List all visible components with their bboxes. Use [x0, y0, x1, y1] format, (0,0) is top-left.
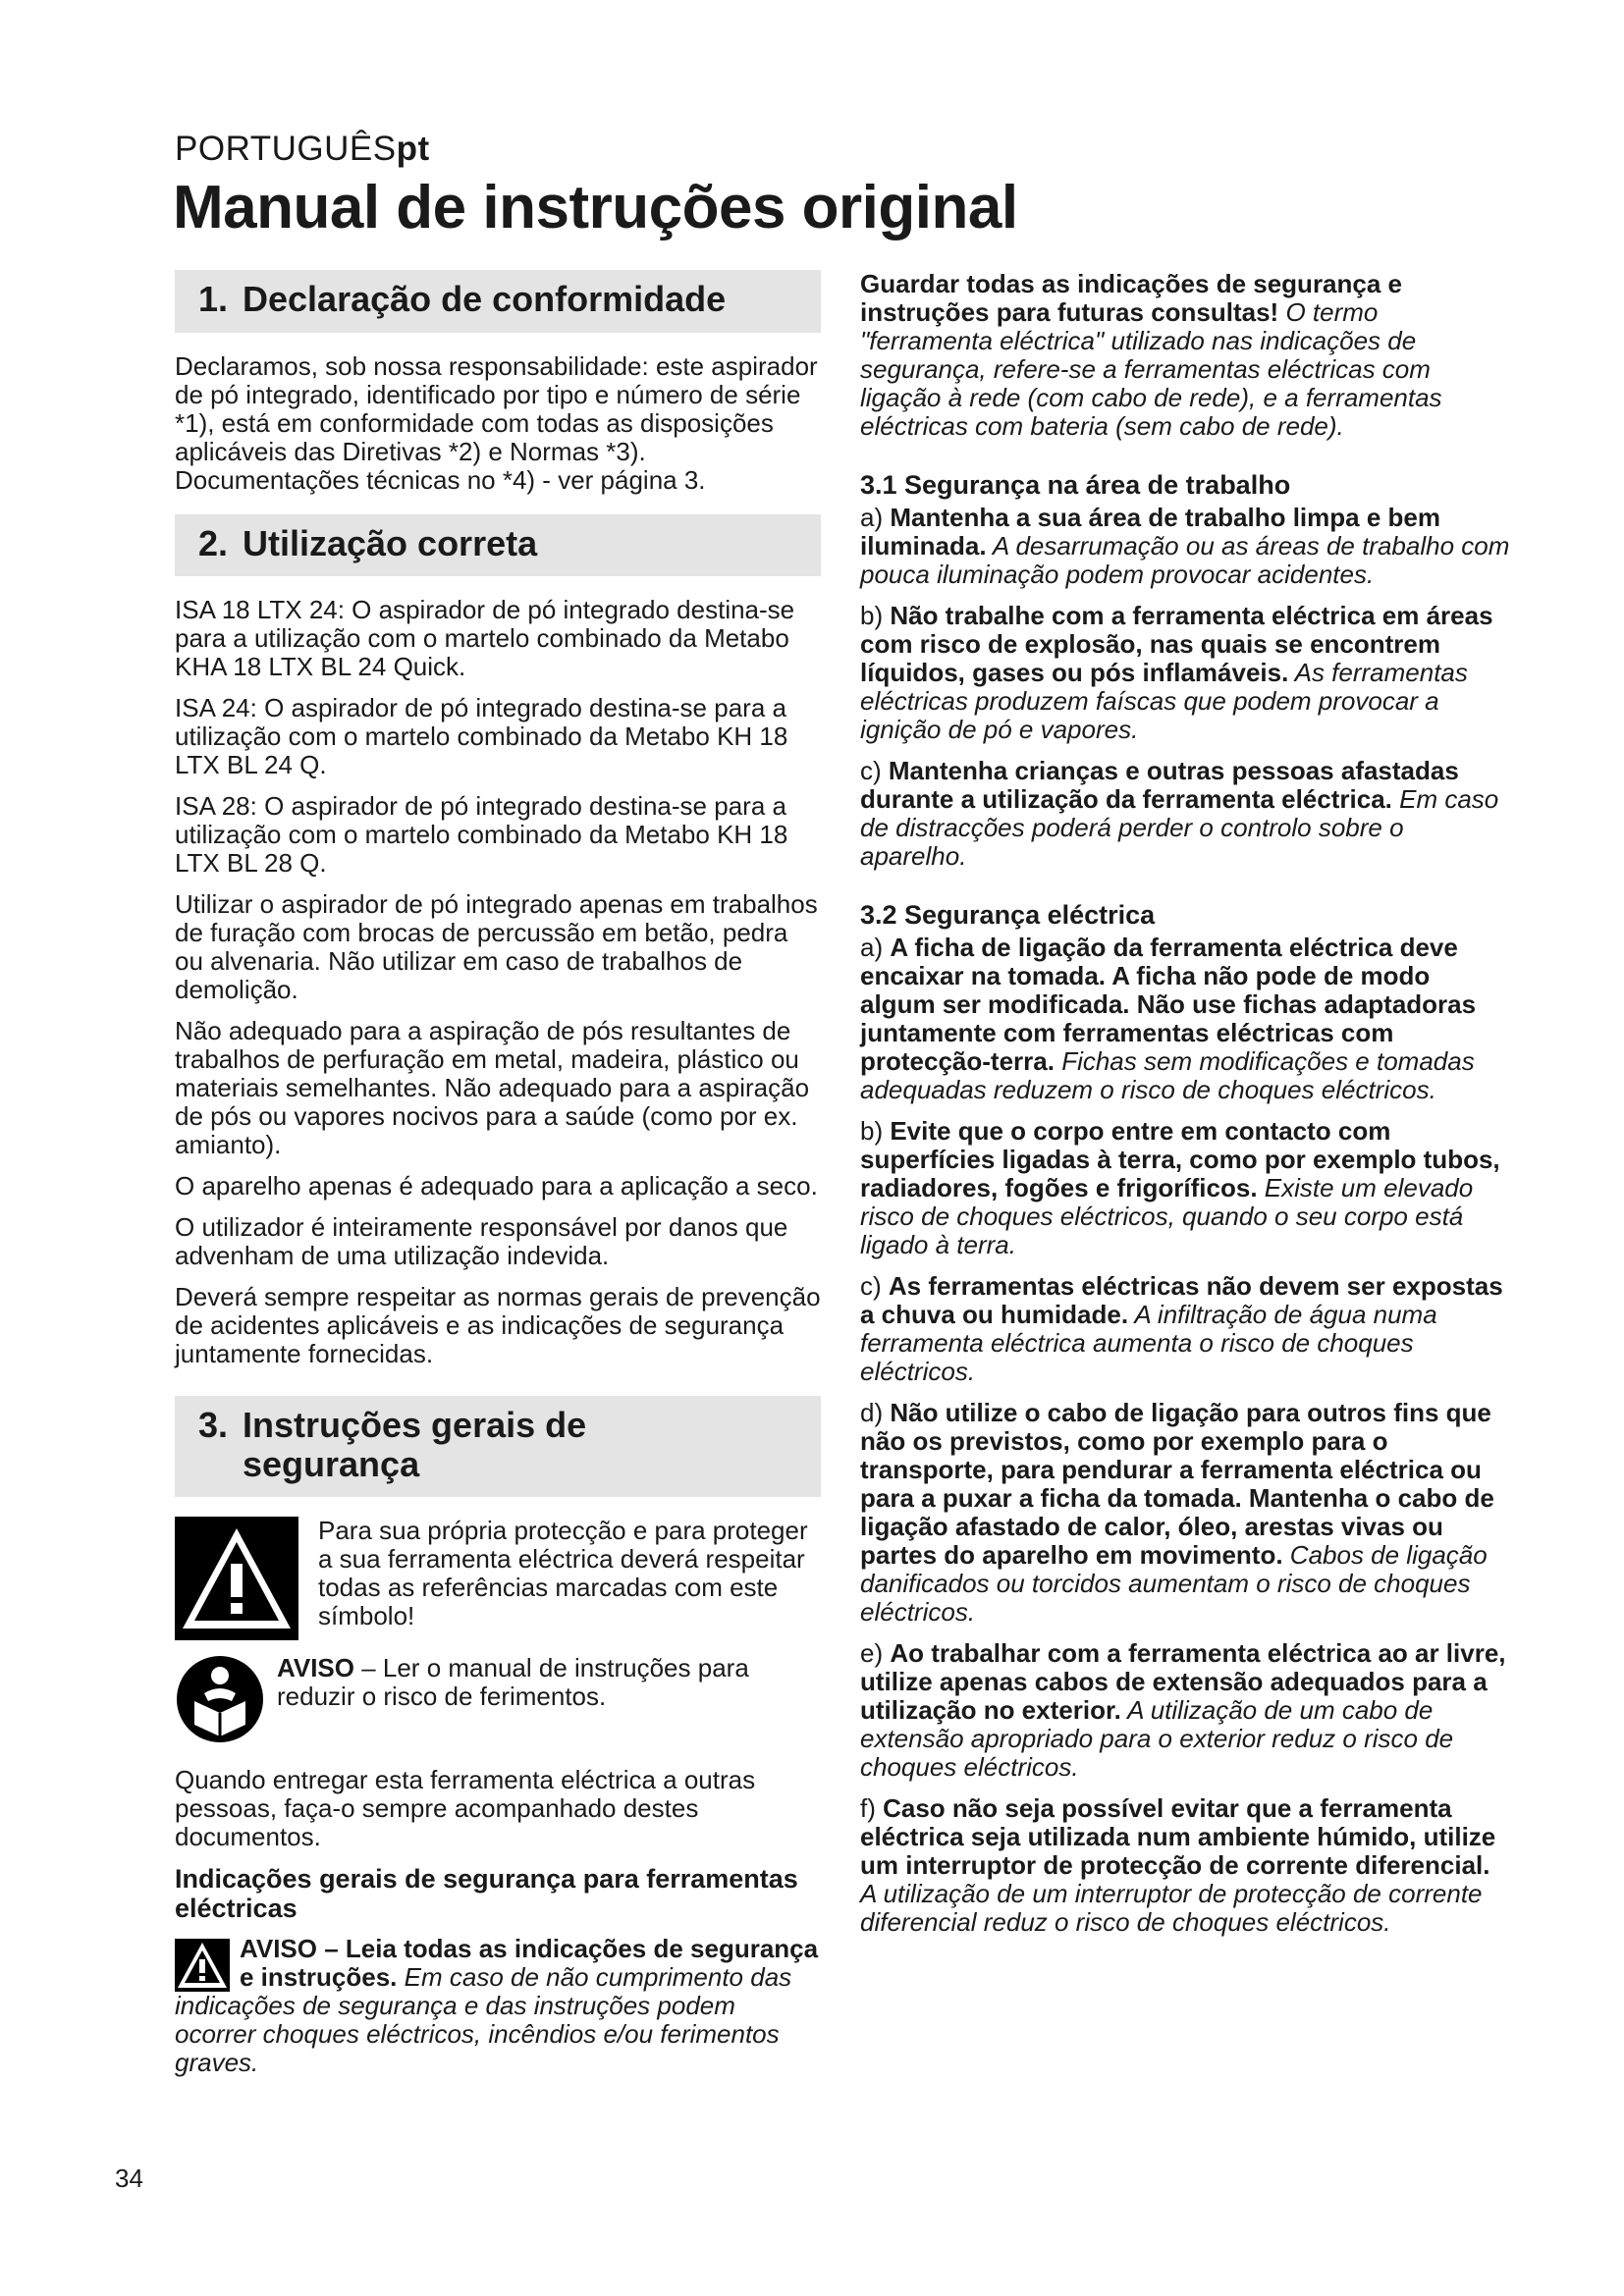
item-bold: Não utilize o cabo de ligação para outros fins que não os previstos, como por exemplo para o transporte, para pendurar a ferramenta eléctrica ou para a puxar a ficha da tomada. Mantenha o cabo de ligação afastado de calor, óleo, arestas vivas ou partes do aparelho em movimento. [860, 1398, 1494, 1570]
item-bold: Não trabalhe com a ferramenta eléctrica em áreas com risco de explosão, nas quais se encontrem líquidos, gases ou pós inflamáveis. [860, 601, 1493, 687]
section-2-paragraph: ISA 24: O aspirador de pó integrado destina-se para a utilização com o martelo combinado da Metabo KH 18 LTX BL 24 Q. [175, 693, 788, 780]
item-bold: Mantenha crianças e outras pessoas afastadas durante a utilização da ferramenta eléctrica. [860, 756, 1459, 814]
left-column [175, 270, 821, 2077]
section-3-2-heading: 3.2 Segurança eléctrica [860, 900, 1156, 930]
section-2-number: 2. [198, 522, 229, 563]
manual-warning-label: AVISO [277, 1653, 354, 1683]
read-manual-row [175, 1654, 821, 1744]
language-name: PORTUGUÊS [175, 130, 397, 168]
item-italic: Em caso de distracções poderá perder o controlo sobre o aparelho. [860, 784, 1499, 871]
item-letter: d) [860, 1398, 891, 1427]
general-warning-italic: Em caso de não cumprimento das indicações de segurança e das instruções podem ocorrer choques eléctricos, incêndios e/ou ferimentos graves. [175, 1962, 792, 2078]
section-1-text: Declaramos, sob nossa responsabilidade: este aspirador de pó integrado, identificado por tipo e número de série *1), está em conformidade com todas as disposições aplicáveis das Diretivas *2) e Normas *3). Documentações técnicas no *4) - ver página 3. [175, 350, 818, 495]
general-warning [175, 1935, 821, 2077]
item-letter: b) [860, 601, 891, 630]
list-item [860, 602, 1510, 744]
item-bold: Evite que o corpo entre em contacto com superfícies ligadas à terra, como por exemplo tubos, radiadores, fogões e frigoríficos. [860, 1116, 1500, 1202]
item-letter: f) [860, 1793, 884, 1823]
item-italic: A infiltração de água numa ferramenta eléctrica aumenta o risco de choques eléctricos. [860, 1300, 1437, 1386]
item-italic: Existe um elevado risco de choques eléctricos, quando o seu corpo está ligado à terra. [860, 1173, 1474, 1259]
manual-warning-text: – Ler o manual de instruções para reduzir o risco de ferimentos. [277, 1653, 749, 1712]
section-3-title-line2: segurança [243, 1443, 420, 1484]
item-letter: a) [860, 503, 891, 532]
list-item [860, 1117, 1510, 1259]
page-number: 34 [115, 2163, 143, 2193]
list-item [860, 934, 1510, 1104]
section-3-1-heading: 3.1 Segurança na área de trabalho [860, 470, 1291, 500]
section-2-title: Utilização correta [243, 522, 538, 563]
language-code: pt [396, 130, 430, 168]
item-italic: As ferramentas eléctricas produzem faíscas que podem provocar a ignição de pó e vapores. [860, 658, 1468, 744]
item-letter: a) [860, 933, 891, 962]
safety-symbol-text: Para sua própria protecção e para proteger a sua ferramenta eléctrica deverá respeitar todas as referências marcadas com este símbolo! [318, 1516, 808, 1631]
list-item [860, 757, 1510, 871]
list-item [860, 1639, 1510, 1782]
section-1-title: Declaração de conformidade [243, 279, 727, 319]
section-3-title-line1: Instruções gerais de [243, 1405, 587, 1446]
keep-instructions [860, 270, 1510, 441]
keep-instructions-italic: O termo "ferramenta eléctrica" utilizado nas indicações de segurança, refere-se a ferramentas eléctricas com ligação à rede (com cabo de rede), e a ferramentas eléctricas com bateria (sem cabo de rede). [860, 297, 1442, 441]
list-item [860, 504, 1510, 589]
item-italic: A desarrumação ou as áreas de trabalho com pouca iluminação podem provocar acidentes. [860, 531, 1510, 589]
handover-text: Quando entregar esta ferramenta eléctrica a outras pessoas, faça-o sempre acompanhado destes documentos. [175, 1765, 756, 1852]
language-label [175, 130, 430, 169]
keep-instructions-bold: Guardar todas as indicações de segurança e instruções para futuras consultas! [860, 269, 1403, 327]
item-letter: b) [860, 1116, 891, 1146]
list-item [860, 1399, 1510, 1627]
general-warning-bold: AVISO – Leia todas as indicações de segurança e instruções. [240, 1934, 819, 1993]
section-3-number: 3. [198, 1405, 229, 1446]
item-italic: Cabos de ligação danificados ou torcidos aumentam o risco de choques eléctricos. [860, 1540, 1488, 1627]
item-bold: Caso não seja possível evitar que a ferramenta eléctrica seja utilizada num ambiente húmido, utilize um interruptor de protecção de corrente diferencial. [860, 1793, 1496, 1880]
item-bold: As ferramentas eléctricas não devem ser expostas a chuva ou humidade. [860, 1271, 1503, 1329]
section-2-paragraph: ISA 18 LTX 24: O aspirador de pó integrado destina-se para a utilização com o martelo combinado da Metabo KHA 18 LTX BL 24 Quick. [175, 595, 795, 682]
section-2-paragraph: Não adequado para a aspiração de pós resultantes de trabalhos de perfuração em metal, madeira, plástico ou materiais semelhantes. Não adequado para a aspiração de pós ou vapores nocivos para a saúde (como por ex. amianto). [175, 1016, 810, 1160]
section-2-paragraph: Utilizar o aspirador de pó integrado apenas em trabalhos de furação com brocas de percussão em betão, pedra ou alvenaria. Não utilizar em caso de trabalhos de demolição. [175, 889, 818, 1005]
section-3-heading [175, 1396, 821, 1497]
read-manual-icon [175, 1654, 265, 1744]
document-title: Manual de instruções original [173, 174, 1018, 241]
item-letter: e) [860, 1638, 891, 1668]
section-1-number: 1. [198, 279, 229, 319]
item-letter: c) [860, 1271, 889, 1301]
right-column [860, 270, 1510, 1949]
item-bold: Ao trabalhar com a ferramenta eléctrica ao ar livre, utilize apenas cabos de extensão adequados para a utilização no exterior. [860, 1638, 1506, 1725]
safety-symbol-row [175, 1517, 821, 1640]
warning-triangle-icon [175, 1517, 298, 1640]
item-bold: A ficha de ligação da ferramenta eléctrica deve encaixar na tomada. A ficha não pode de modo algum ser modificada. Não use fichas adaptadoras juntamente com ferramentas eléctricas com protecção-terra. [860, 933, 1477, 1076]
general-safety-heading: Indicações gerais de segurança para ferramentas eléctricas [175, 1864, 798, 1924]
warning-triangle-small-icon [175, 1939, 230, 1992]
item-italic: Fichas sem modificações e tomadas adequadas reduzem o risco de choques eléctricos. [860, 1046, 1475, 1104]
section-2-heading [175, 514, 821, 577]
item-italic: A utilização de um cabo de extensão apropriado para o exterior reduz o risco de choques eléctricos. [860, 1695, 1454, 1782]
section-2-paragraph: O utilizador é inteiramente responsável por danos que advenham de uma utilização indevida. [175, 1212, 788, 1271]
read-manual-text [277, 1654, 821, 1711]
item-italic: A utilização de um interruptor de protecção de corrente diferencial reduz o risco de choques eléctricos. [860, 1879, 1483, 1937]
item-letter: c) [860, 756, 889, 785]
section-2-paragraph: Deverá sempre respeitar as normas gerais de prevenção de acidentes aplicáveis e as indicações de segurança juntamente fornecidas. [175, 1282, 821, 1369]
list-item [860, 1794, 1510, 1937]
section-1-heading [175, 270, 821, 333]
item-bold: Mantenha a sua área de trabalho limpa e bem iluminada. [860, 503, 1440, 561]
section-2-paragraph: O aparelho apenas é adequado para a aplicação a seco. [175, 1171, 818, 1201]
section-2-paragraph: ISA 28: O aspirador de pó integrado destina-se para a utilização com o martelo combinado da Metabo KH 18 LTX BL 28 Q. [175, 791, 788, 879]
list-item [860, 1272, 1510, 1386]
